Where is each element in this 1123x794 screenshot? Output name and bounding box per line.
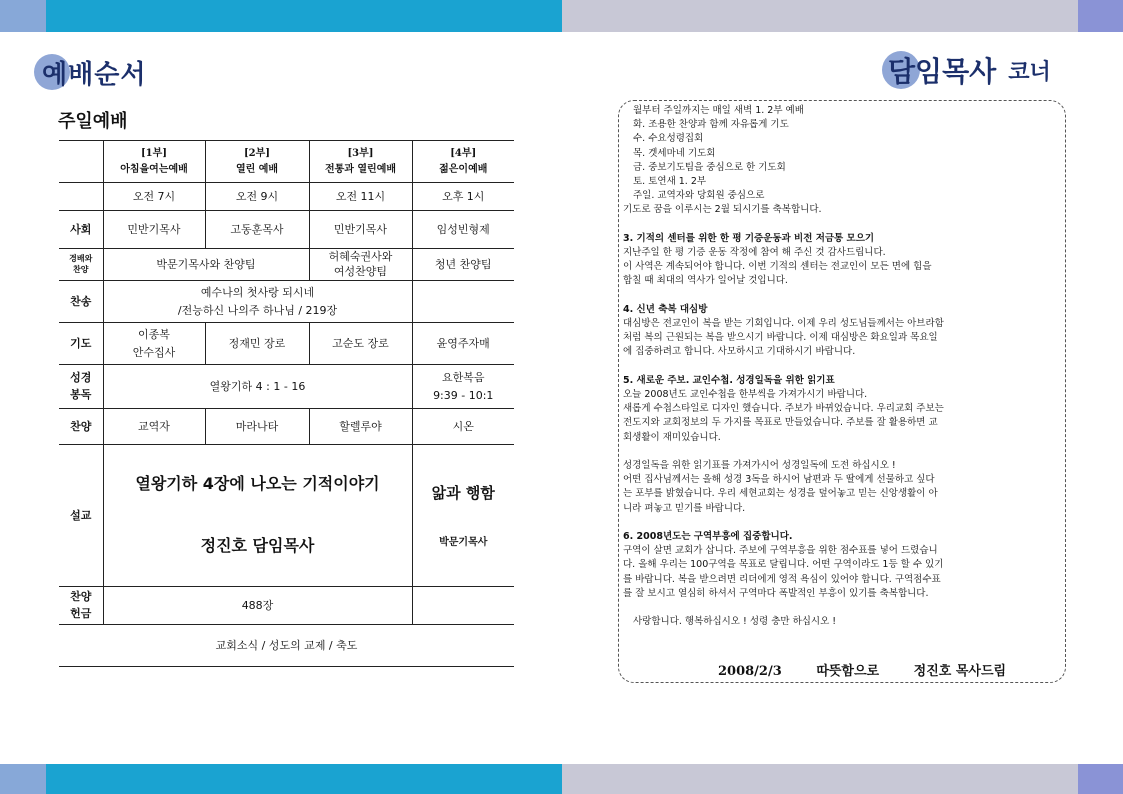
bottom-band-blue <box>46 764 562 794</box>
letter-line: 니라 펴놓고 믿기를 바랍니다. <box>623 502 746 514</box>
table-row-anthem: 찬양 교역자 마라나타 할렐루야 시온 <box>59 409 514 445</box>
pastor-corner-subtitle: 코너 <box>1008 59 1051 85</box>
letter-line: 금. 중보기도팀을 중심으로 한 기도회 <box>633 161 786 173</box>
top-band-blue <box>46 0 562 32</box>
table-row-footer <box>59 625 514 667</box>
sunday-worship-title: 주일예배 <box>58 111 128 132</box>
part-4-header: [4부] 젊은이예배 <box>412 141 514 183</box>
top-band-gray <box>562 0 1078 32</box>
table-row-praise: 경배와 찬양 박문기목사와 찬양팀 허혜숙권사와 여성찬양팀 청년 찬양팀 <box>59 249 514 281</box>
top-band-left <box>0 0 46 32</box>
line-gap <box>623 516 1063 530</box>
letter-line: 수. 수요성령집회 <box>633 133 704 145</box>
signature-phrase: 따뜻함으로 <box>816 664 880 679</box>
youth-sermon-title: 앎과 행함 <box>431 483 495 502</box>
sermon-title: 열왕기하 4장에 나오는 기적이야기 <box>135 473 380 493</box>
line-gap <box>623 360 1063 374</box>
letter-line: 목. 겟세마네 기도회 <box>633 147 716 159</box>
benediction-footer: 교회소식 / 성도의 교제 / 축도 <box>59 625 514 667</box>
letter-line: 를 잘 보시고 열심히 하셔서 구역마다 폭발적인 부흥이 있기를 축복합니다. <box>623 587 929 599</box>
offering-label: 찬양 헌금 <box>59 587 103 625</box>
pastor-letter-text <box>623 104 1063 629</box>
letter-line: 5. 새로운 주보. 교인수첩. 성경일독을 위한 읽기표 <box>623 374 835 386</box>
sermon-pastor: 정진호 담임목사 <box>200 535 315 555</box>
letter-line: 다. 올해 우리는 100구역을 목표로 달립니다. 어떤 구역이라도 1등 할 수 있기 <box>623 559 944 571</box>
top-band-end <box>1078 0 1123 32</box>
letter-line: 6. 2008년도는 구역부흥에 집중합니다. <box>623 531 793 543</box>
scripture-label: 성경 봉독 <box>59 365 103 409</box>
part-2-header: [2부] 열린 예배 <box>205 141 309 183</box>
letter-line: 4. 신년 축복 대심방 <box>623 303 708 315</box>
praise-label: 경배와 찬양 <box>59 249 103 281</box>
letter-line: 구역이 살면 교회가 삽니다. 주보에 구역부흥을 위한 점수표를 넣어 드렸습니 <box>623 545 938 557</box>
bottom-band-end <box>1078 764 1123 794</box>
bottom-band-gray <box>562 764 1078 794</box>
bottom-band-left <box>0 764 46 794</box>
letter-line: 어떤 집사님께서는 올해 성경 3독을 하시어 남편과 두 딸에게 선물하고 싶다 <box>623 474 935 486</box>
table-row-scripture: 성경 봉독 열왕기하 4 : 1 - 16 요한복음 9:39 - 10:1 <box>59 365 514 409</box>
sermon-label: 설교 <box>59 445 103 587</box>
signature-name: 정진호 목사드림 <box>913 664 1007 679</box>
signature-date: 2008/2/3 <box>718 664 782 679</box>
table-row-sermon <box>59 445 514 587</box>
table-row-parts <box>59 141 514 183</box>
leader-label: 사회 <box>59 211 103 249</box>
letter-line: 주일. 교역자와 당회원 중심으로 <box>633 190 765 202</box>
letter-line: 성경일독을 위한 읽기표를 가져가시어 성경일독에 도전 하십시오 ! <box>623 460 896 472</box>
part-3-header: [3부] 전통과 열린예배 <box>309 141 412 183</box>
letter-line: 회생활이 재미있습니다. <box>623 431 721 443</box>
line-gap <box>623 218 1063 232</box>
pastor-corner-heading <box>882 48 1051 92</box>
letter-signature <box>718 660 1036 679</box>
youth-sermon-pastor: 박문기목사 <box>439 536 488 548</box>
line-gap <box>623 445 1063 459</box>
table-row-offering: 찬양 헌금 488장 <box>59 587 514 625</box>
letter-line: 이 사역은 계속되어야 합니다. 이번 기적의 센터는 전교인이 모든 면에 힘을 <box>623 261 932 273</box>
letter-line: 3. 기적의 센터를 위한 한 평 기증운동과 비전 저금통 모으기 <box>623 232 875 244</box>
letter-line: 를 바랍니다. 복을 받으려면 리더에게 영적 욕심이 있어야 합니다. 구역점수표 <box>623 573 941 585</box>
table-row-hymn: 찬송 예수나의 첫사랑 되시네 /전능하신 나의주 하나님 / 219장 <box>59 281 514 323</box>
letter-line: 전도지와 교회정보의 두 가지를 목표로 만들었습니다. 주보를 잘 활용하면 교 <box>623 417 938 429</box>
letter-line: 는 포부를 밝혔습니다. 우리 세현교회는 성경을 덮어놓고 믿는 신앙생활이 아 <box>623 488 938 500</box>
worship-order-heading <box>34 52 146 92</box>
hymn-label: 찬송 <box>59 281 103 323</box>
line-gap <box>623 289 1063 303</box>
table-row-times <box>59 183 514 211</box>
prayer-label: 기도 <box>59 323 103 365</box>
part-4-time: 오후 1시 <box>412 183 514 211</box>
part-1-time: 오전 7시 <box>103 183 205 211</box>
letter-line: 월부터 주일까지는 매일 새벽 1. 2부 예배 <box>633 105 804 116</box>
worship-order-title: 예배순서 <box>42 59 147 90</box>
letter-line: 처럼 복의 근원되는 복을 받으시기 바랍니다. 이제 대심방은 화요일과 목요일 <box>623 332 938 344</box>
letter-line: 토. 토연새 1. 2부 <box>633 176 707 188</box>
letter-line: 대심방은 전교인이 복을 받는 기회입니다. 이제 우리 성도님들께서는 아브라함 <box>623 318 944 330</box>
anthem-label: 찬양 <box>59 409 103 445</box>
part-3-time: 오전 11시 <box>309 183 412 211</box>
letter-line: 합칠 때 최대의 역사가 일어날 것입니다. <box>623 275 788 287</box>
letter-line: 사랑합니다. 행복하십시오 ! 성령 충만 하십시오 ! <box>633 616 837 628</box>
letter-line: 새롭게 수첩스타일로 디자인 했습니다. 주보가 바뀌었습니다. 우리교회 주보는 <box>623 403 944 415</box>
letter-line: 기도로 꿈을 이루시는 2월 되시기를 축복합니다. <box>623 204 822 216</box>
part-2-time: 오전 9시 <box>205 183 309 211</box>
letter-line: 에 집중하려고 합니다. 사모하시고 기대하시기 바랍니다. <box>623 346 856 358</box>
table-row-leader: 사회 민반기목사 고동훈목사 민반기목사 임성빈형제 <box>59 211 514 249</box>
letter-line: 지난주일 한 평 기증 운동 작정에 참여 해 주신 것 감사드립니다. <box>623 247 886 259</box>
part-1-header: [1부] 아침을여는예배 <box>103 141 205 183</box>
pastor-corner-title: 담임목사 <box>888 55 997 88</box>
worship-order-table <box>59 140 514 667</box>
line-gap <box>623 601 1063 615</box>
letter-line: 오늘 2008년도 교인수첩을 한부씩을 가져가시기 바랍니다. <box>623 389 868 401</box>
empty-header-cell <box>59 141 103 183</box>
letter-line: 화. 조용한 찬양과 함께 자유롭게 기도 <box>633 119 789 131</box>
table-row-prayer: 기도 이종복 안수집사 정재민 장로 고순도 장로 윤영주자매 <box>59 323 514 365</box>
